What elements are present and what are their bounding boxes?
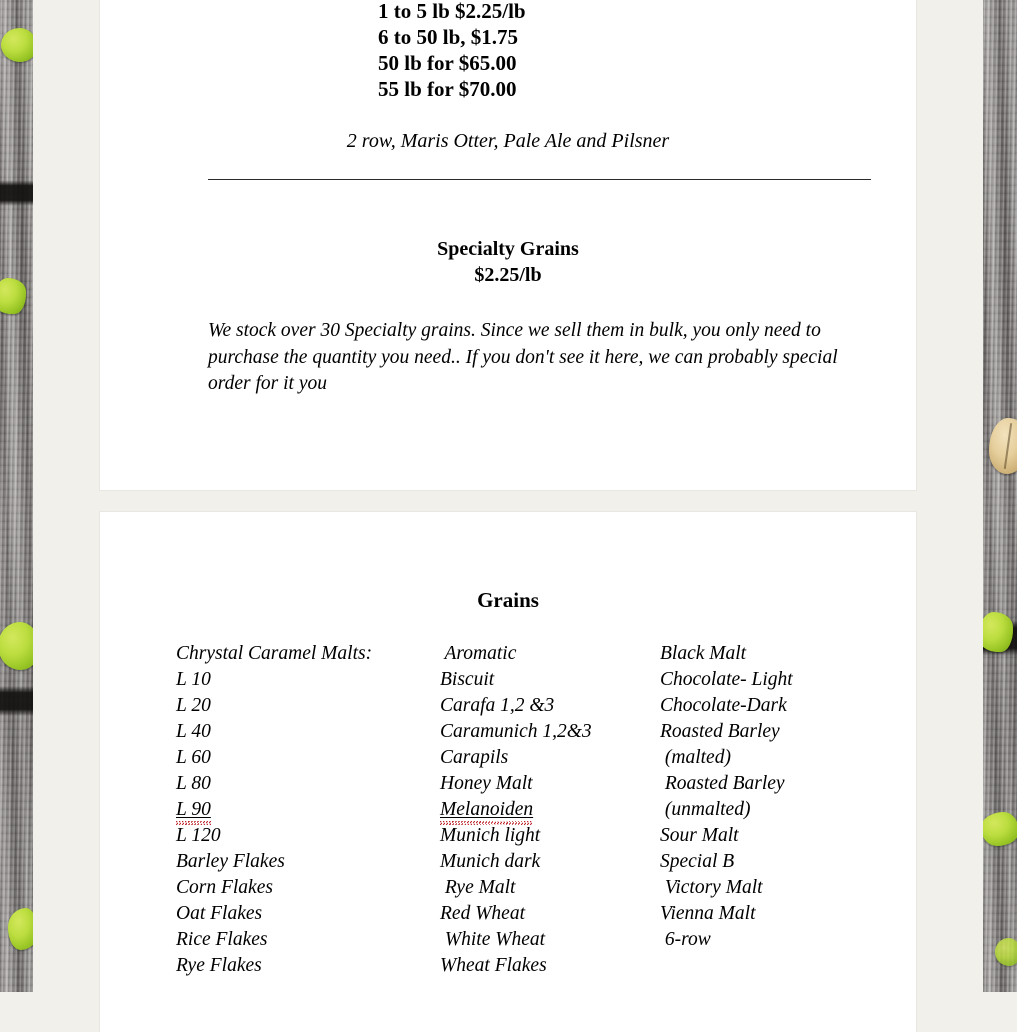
grains-columns [100,641,916,1001]
grain-item: Munich light [440,825,541,846]
grain-item: L 120 [176,825,221,846]
grain-item: Wheat Flakes [440,955,547,976]
grain-item: Rye Flakes [176,955,262,976]
grain-item: Oat Flakes [176,903,263,924]
price-line: 6 to 50 lb, $1.75 [378,25,519,49]
section-description: We stock over 30 Specialty grains. Since we sell them in bulk, you only need to purchase the quantity you need.. If you don't see it here, we can probably special order for it you [208,320,838,394]
section-title: Specialty Grains [437,238,579,260]
section-divider [208,179,871,180]
grain-item: Aromatic [440,643,517,664]
grain-item: Honey Malt [440,773,533,794]
grain-item: Carapils [440,747,509,768]
leaf-icon [995,938,1017,966]
grain-item: 6-row [660,929,711,950]
background-texture-left [0,0,33,992]
grains-title: Grains [477,588,539,612]
grain-item: (malted) [660,747,731,768]
grain-item: Rye Malt [440,877,516,898]
grain-item: Corn Flakes [176,877,273,898]
price-line: 1 to 5 lb $2.25/lb [378,0,526,23]
grain-column-2 [440,641,592,979]
grain-item: Rice Flakes [176,929,268,950]
base-malt-tagline: 2 row, Maris Otter, Pale Ale and Pilsner [346,130,670,152]
grain-item: L 20 [176,695,211,716]
grain-item: Special B [660,851,735,872]
grain-item: Roasted Barley [660,773,785,794]
price-line: 55 lb for $70.00 [378,77,517,101]
leaf-icon [8,908,33,950]
wood-gap [0,180,33,206]
specialty-grains-card [100,0,916,490]
page-background [33,0,983,992]
leaf-icon [983,812,1017,846]
grain-item: Red Wheat [440,903,526,924]
grain-item: L 90 [176,797,211,823]
grains-card [100,512,916,1032]
price-line: 50 lb for $65.00 [378,51,517,75]
grain-item: Biscuit [440,669,495,690]
leaf-icon [983,612,1013,652]
grain-item: L 40 [176,721,211,742]
grain-item: (unmalted) [660,799,751,820]
leaf-icon [0,278,26,314]
leaf-vein [1004,423,1012,469]
grain-item: Victory Malt [660,877,763,898]
grain-item: Melanoiden [440,797,533,823]
grain-item: Munich dark [440,851,541,872]
grain-item: Barley Flakes [176,851,285,872]
grain-item: Chocolate- Light [660,669,793,690]
grain-item: Sour Malt [660,825,739,846]
leaf-icon [1,28,33,62]
section-price: $2.25/lb [474,264,542,286]
grain-item: L 80 [176,773,211,794]
grain-item: Vienna Malt [660,903,756,924]
grain-column-3 [660,641,793,953]
leaf-icon [0,622,33,670]
grain-item: Black Malt [660,643,747,664]
grain-item: L 10 [176,669,211,690]
grain-item: Carafa 1,2 &3 [440,695,555,716]
grain-item: Chrystal Caramel Malts: [176,643,373,664]
grain-item: L 60 [176,747,211,768]
grain-column-1 [176,641,372,979]
grain-item: Roasted Barley [660,721,780,742]
grain-item: Chocolate-Dark [660,695,787,716]
price-list [378,0,638,102]
grain-item: Caramunich 1,2&3 [440,721,592,742]
wood-texture [0,0,33,992]
grain-item: White Wheat [440,929,546,950]
background-texture-right [983,0,1017,992]
wood-gap [0,686,33,716]
